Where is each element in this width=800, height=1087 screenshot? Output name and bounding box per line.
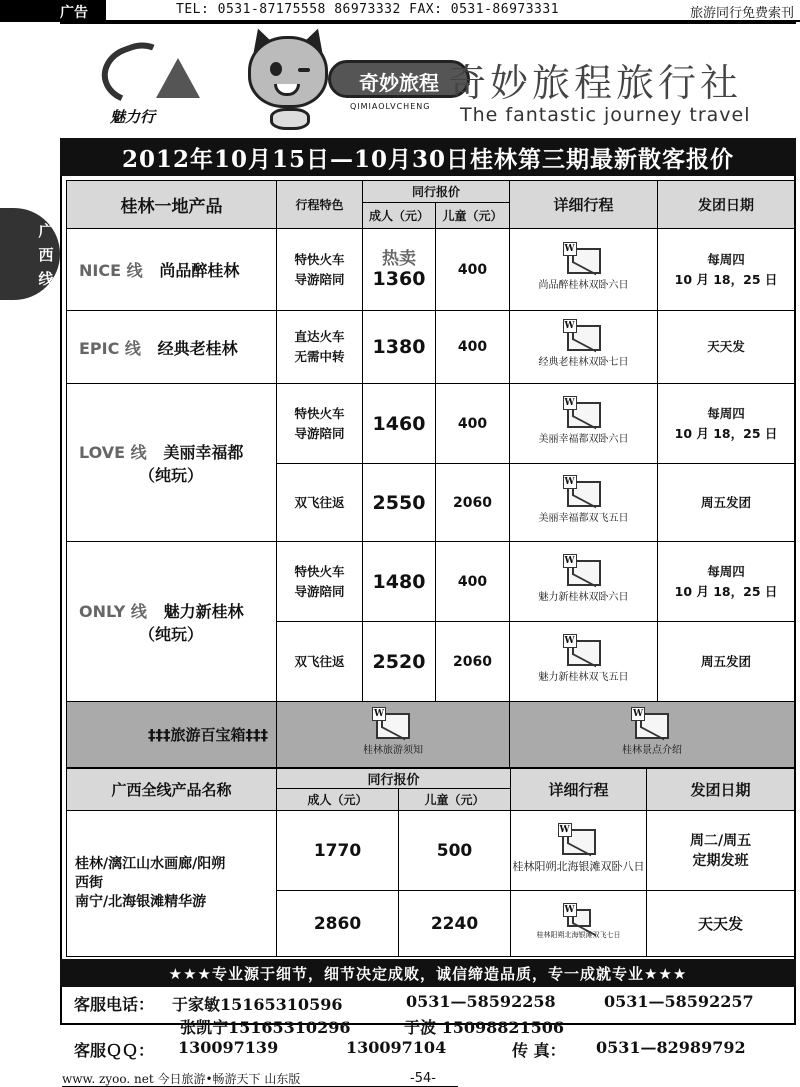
travel-notes-doc-link[interactable]: W 桂林旅游须知 [277, 702, 510, 768]
phone-number: 0531—58592257 [604, 992, 754, 1011]
itinerary-doc-link[interactable]: W 尚品醉桂林双卧六日 [510, 229, 658, 311]
table-row [67, 542, 795, 622]
adult-price-cell: 1460 [363, 384, 436, 464]
qq-label: 客服ＱＱ： [74, 1041, 155, 1060]
guangxi-price-table [66, 768, 795, 957]
product-name-cell: EPIC 线 经典老桂林 [67, 311, 277, 384]
feature-cell: 双飞往返 [277, 464, 363, 542]
itinerary-doc-link[interactable]: W 桂林阳朔北海银滩双飞七日 [511, 891, 647, 957]
col-header-adult: 成人（元） [277, 789, 399, 811]
qq-number: 130097104 [346, 1038, 447, 1057]
word-document-icon: W [567, 325, 601, 351]
child-price-cell: 2060 [436, 464, 510, 542]
page-number: -54- [410, 1071, 436, 1086]
side-tab-char: 西 [38, 246, 54, 264]
word-document-icon: W [376, 713, 410, 739]
product-name-cell: LOVE 线 美丽幸福都 （纯玩） [67, 384, 277, 542]
adult-price-cell: 2860 [277, 891, 399, 957]
adult-price-cell: 1770 [277, 811, 399, 891]
word-document-icon: W [567, 402, 601, 428]
service-phone-label: 客服电话： [74, 995, 155, 1014]
phone-number: 于波 15098821506 [404, 1018, 565, 1037]
table-row [67, 384, 795, 464]
depart-cell: 天天发 [647, 891, 795, 957]
table-row [67, 229, 795, 311]
phone-number: 于家敏15165310596 [172, 995, 343, 1014]
child-price-cell: 2240 [399, 891, 511, 957]
treasure-box-row [67, 702, 795, 768]
depart-cell: 每周四 10 月 18，25 日 [658, 229, 795, 311]
child-price-cell: 2060 [436, 622, 510, 702]
phone-number: 0531—58592258 [406, 992, 556, 1011]
adult-price-cell: 2520 [363, 622, 436, 702]
child-price-cell: 400 [436, 542, 510, 622]
word-document-icon: W [562, 829, 596, 855]
col-header-child: 儿童（元） [399, 789, 511, 811]
brand-banner [60, 24, 796, 138]
footer-site: www. zyoo. net 今日旅游•畅游天下 山东版 [62, 1072, 301, 1086]
product-name-cell: 桂林/漓江山水画廊/阳朔 西街 南宁/北海银滩精华游 [67, 811, 277, 957]
depart-cell: 周五发团 [658, 464, 795, 542]
depart-cell: 周五发团 [658, 622, 795, 702]
cat-mascot-icon [242, 28, 334, 132]
top-contact-line: TEL: 0531-87175558 86973332 FAX: 0531-86973331 [176, 2, 560, 17]
brand-tagline: The fantastic journey travel [460, 104, 751, 126]
feature-cell: 特快火车 导游陪同 [277, 384, 363, 464]
brand-pill: 奇妙旅程 [328, 60, 470, 98]
table-row [67, 811, 795, 891]
col-header-peer-price: 同行报价 [277, 769, 511, 789]
depart-cell: 每周四 10 月 18，25 日 [658, 542, 795, 622]
word-document-icon: W [635, 713, 669, 739]
child-price-cell: 400 [436, 384, 510, 464]
col-header-depart: 发团日期 [658, 181, 795, 229]
col-header-depart: 发团日期 [647, 769, 795, 811]
word-document-icon: W [567, 560, 601, 586]
adult-price-cell: 热卖 1360 [363, 229, 436, 311]
product-name-cell: NICE 线 尚品醉桂林 [67, 229, 277, 311]
itinerary-doc-link[interactable]: W 经典老桂林双卧七日 [510, 311, 658, 384]
col-header-itinerary: 详细行程 [511, 769, 647, 811]
col-header-product: 广西全线产品名称 [67, 769, 277, 811]
top-strip [0, 0, 800, 22]
depart-cell: 每周四 10 月 18，25 日 [658, 384, 795, 464]
brand-pill-sub: QIMIAOLVCHENG [350, 102, 431, 111]
col-header-child: 儿童（元） [436, 203, 510, 229]
scenic-spots-doc-link[interactable]: W 桂林景点介绍 [510, 702, 795, 768]
phone-number: 张凯宁15165310296 [180, 1018, 351, 1037]
charm-logo-text: 魅力行 [110, 108, 156, 126]
guilin-price-table [66, 180, 795, 768]
itinerary-doc-link[interactable]: W 魅力新桂林双卧六日 [510, 542, 658, 622]
adult-price-cell: 2550 [363, 464, 436, 542]
col-header-itinerary: 详细行程 [510, 181, 658, 229]
index-label: 旅游同行免费索刊 [689, 6, 794, 21]
word-document-icon: W [567, 909, 591, 927]
qq-number: 130097139 [178, 1038, 279, 1057]
region-side-tab[interactable] [0, 208, 60, 300]
hot-sale-badge: 热卖 [382, 248, 416, 269]
adult-price-cell: 1480 [363, 542, 436, 622]
col-header-product: 桂林一地产品 [67, 181, 277, 229]
side-tab-char: 线 [38, 270, 54, 288]
brand-name: 奇妙旅程旅行社 [448, 61, 743, 105]
feature-cell: 特快火车 导游陪同 [277, 229, 363, 311]
charm-logo [96, 40, 224, 130]
product-name-cell: ONLY 线 魅力新桂林 （纯玩） [67, 542, 277, 702]
mountain-icon [156, 58, 200, 98]
col-header-peer-price: 同行报价 [363, 181, 510, 203]
child-price-cell: 400 [436, 311, 510, 384]
fax-label: 传 真： [512, 1041, 566, 1060]
ad-tag: 广告 [0, 0, 106, 20]
itinerary-doc-link[interactable]: W 美丽幸福都双卧六日 [510, 384, 658, 464]
itinerary-doc-link[interactable]: W 美丽幸福都双飞五日 [510, 464, 658, 542]
word-document-icon: W [567, 248, 601, 274]
itinerary-doc-link[interactable]: W 魅力新桂林双飞五日 [510, 622, 658, 702]
page-title: 2012年10月15日—10月30日桂林第三期最新散客报价 [60, 138, 796, 176]
adult-price-cell: 1380 [363, 311, 436, 384]
fax-number: 0531—82989792 [596, 1038, 746, 1057]
itinerary-doc-link[interactable]: W 桂林阳朔北海银滩双卧八日 [511, 811, 647, 891]
feature-cell: 特快火车 导游陪同 [277, 542, 363, 622]
side-tab-char: 广 [38, 222, 54, 240]
word-document-icon: W [567, 481, 601, 507]
child-price-cell: 500 [399, 811, 511, 891]
depart-cell: 周二/周五 定期发班 [647, 811, 795, 891]
treasure-box-label: ‡‡‡旅游百宝箱‡‡‡ [67, 702, 277, 768]
child-price-cell: 400 [436, 229, 510, 311]
feature-cell: 直达火车 无需中转 [277, 311, 363, 384]
depart-cell: 天天发 [658, 311, 795, 384]
word-document-icon: W [567, 640, 601, 666]
table-row [67, 311, 795, 384]
slogan-bar: ★★★专业源于细节，细节决定成败，诚信缔造品质，专一成就专业★★★ [60, 959, 796, 987]
col-header-feature: 行程特色 [277, 181, 363, 229]
col-header-adult: 成人（元） [363, 203, 436, 229]
feature-cell: 双飞往返 [277, 622, 363, 702]
